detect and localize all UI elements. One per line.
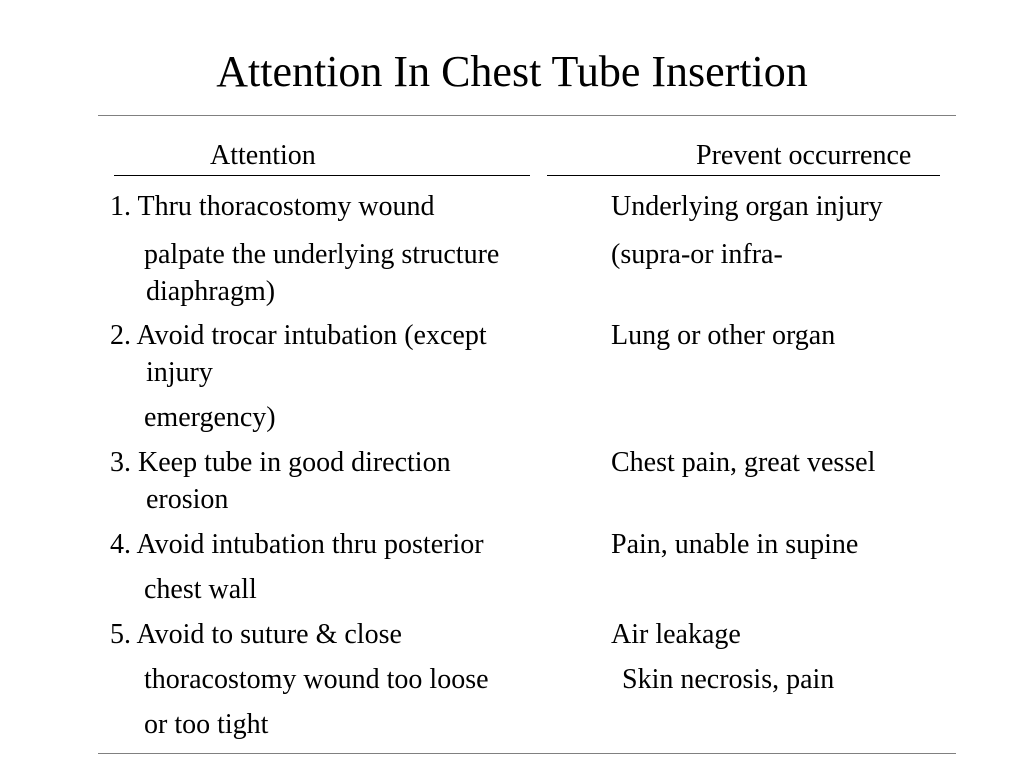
item-5-prevent: Air leakage bbox=[611, 619, 741, 650]
header-attention: Attention bbox=[210, 140, 316, 171]
item-4-attention-cont: chest wall bbox=[144, 574, 257, 605]
item-2-attention-cont: emergency) bbox=[144, 402, 276, 433]
header-underline-right bbox=[547, 175, 940, 176]
item-4-prevent: Pain, unable in supine bbox=[611, 529, 859, 560]
item-1-prevent-cont: (supra-or infra- bbox=[611, 239, 783, 270]
item-1-attention: 1. Thru thoracostomy wound bbox=[110, 191, 435, 222]
item-3-attention: 3. Keep tube in good direction bbox=[110, 447, 451, 478]
item-2-prevent: Lung or other organ bbox=[611, 320, 836, 351]
item-1-attention-cont: palpate the underlying structure bbox=[144, 239, 500, 270]
item-5-prevent-cont: Skin necrosis, pain bbox=[622, 664, 835, 695]
header-prevent-occurrence: Prevent occurrence bbox=[696, 140, 912, 171]
item-5-attention: 5. Avoid to suture & close bbox=[110, 619, 402, 650]
item-5-attention-cont: thoracostomy wound too loose bbox=[144, 664, 489, 695]
item-3-prevent: Chest pain, great vessel bbox=[611, 447, 876, 478]
item-1-prevent: Underlying organ injury bbox=[611, 191, 883, 222]
slide-title: Attention In Chest Tube Insertion bbox=[216, 47, 808, 96]
item-4-attention: 4. Avoid intubation thru posterior bbox=[110, 529, 484, 560]
header-underline-left bbox=[114, 175, 530, 176]
top-divider bbox=[98, 115, 956, 116]
item-3-prevent-wrap: erosion bbox=[146, 484, 229, 515]
bottom-divider bbox=[98, 753, 956, 754]
item-2-attention: 2. Avoid trocar intubation (except bbox=[110, 320, 487, 351]
item-2-prevent-wrap: injury bbox=[146, 357, 213, 388]
item-5-attention-cont-2: or too tight bbox=[144, 709, 269, 740]
item-1-prevent-wrap: diaphragm) bbox=[146, 276, 276, 307]
